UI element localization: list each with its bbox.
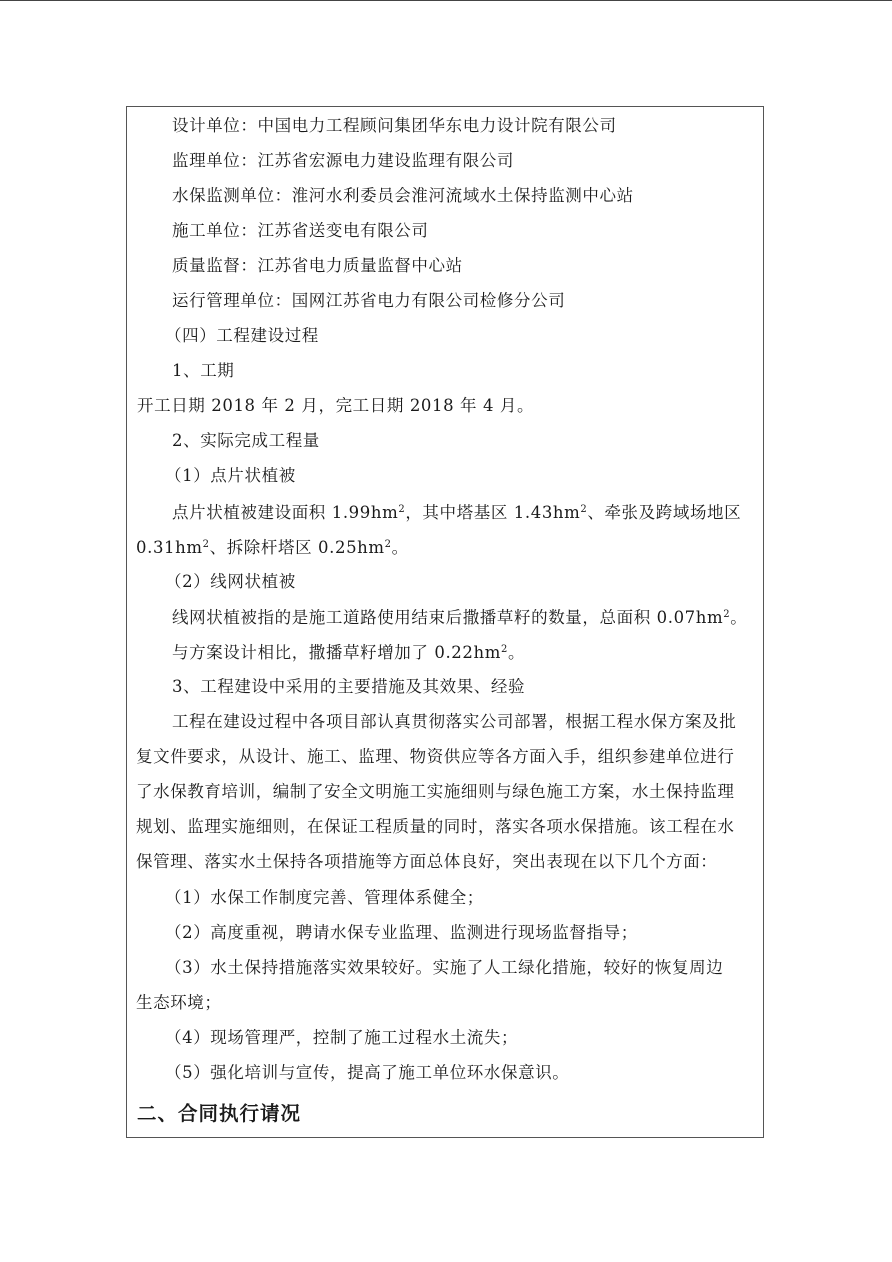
measure-item-4: （4）现场管理严，控制了施工过程水土流失；: [165, 1028, 519, 1047]
section-title: （四）工程建设过程: [165, 326, 319, 345]
section-heading-contract: 二、合同执行请况: [137, 1102, 302, 1125]
page-top-edge: [0, 0, 892, 1]
network-vegetation-line-2: 与方案设计相比，撒播草籽增加了 $0.22hm^2$。: [172, 643, 526, 662]
monitoring-unit: 水保监测单位：淮河水利委员会淮河流域水土保持监测中心站: [172, 186, 634, 205]
measure-item-2: （2）高度重视，聘请水保专业监理、监测进行现场监督指导；: [165, 923, 638, 942]
measures-para-line: 规划、监理实施细则，在保证工程质量的同时，落实各项水保措施。该工程在水: [136, 817, 735, 836]
point-vegetation-title: （1）点片状植被: [165, 466, 296, 485]
measure-item-3-line-1: （3）水土保持措施落实效果较好。实施了人工绿化措施，较好的恢复周边: [165, 958, 724, 977]
measures-para-line: 复文件要求，从设计、施工、监理、物资供应等各方面入手，组织参建单位进行: [136, 747, 735, 766]
point-vegetation-line-2: $0.31hm^2$、拆除杆塔区 $0.25hm^2$。: [136, 538, 409, 557]
measure-item-3-line-2: 生态环境；: [136, 993, 222, 1012]
measure-item-1: （1）水保工作制度完善、管理体系健全；: [165, 888, 484, 907]
measures-para-line: 工程在建设过程中各项目部认真贯彻落实公司部署，根据工程水保方案及批: [172, 712, 737, 731]
point-vegetation-line-1: 点片状植被建设面积 $1.99hm^2$，其中塔基区 $1.43hm^2$、牵张及跨域场地区: [172, 503, 742, 522]
measures-para-line: 保管理、落实水土保持各项措施等方面总体良好，突出表现在以下几个方面：: [136, 852, 718, 871]
design-unit: 设计单位：中国电力工程顾问集团华东电力设计院有限公司: [172, 116, 617, 135]
construction-unit: 施工单位：江苏省送变电有限公司: [172, 221, 429, 240]
operation-unit: 运行管理单位：国网江苏省电力有限公司检修分公司: [172, 291, 566, 310]
period-title: 1、工期: [172, 361, 235, 380]
measures-title: 3、工程建设中采用的主要措施及其效果、经验: [172, 677, 526, 696]
period-text: 开工日期 2018 年 2 月，完工日期 2018 年 4 月。: [137, 396, 535, 415]
network-vegetation-line-1: 线网状植被指的是施工道路使用结束后撒播草籽的数量，总面积 $0.07hm^2$。: [172, 608, 748, 627]
quantity-title: 2、实际完成工程量: [172, 431, 320, 450]
measure-item-5: （5）强化培训与宣传，提高了施工单位环水保意识。: [165, 1063, 570, 1082]
supervision-unit: 监理单位：江苏省宏源电力建设监理有限公司: [172, 151, 514, 170]
network-vegetation-title: （2）线网状植被: [165, 572, 296, 591]
measures-para-line: 了水保教育培训，编制了安全文明施工实施细则与绿色施工方案，水土保持监理: [136, 782, 735, 801]
quality-supervision: 质量监督：江苏省电力质量监督中心站: [172, 256, 463, 275]
